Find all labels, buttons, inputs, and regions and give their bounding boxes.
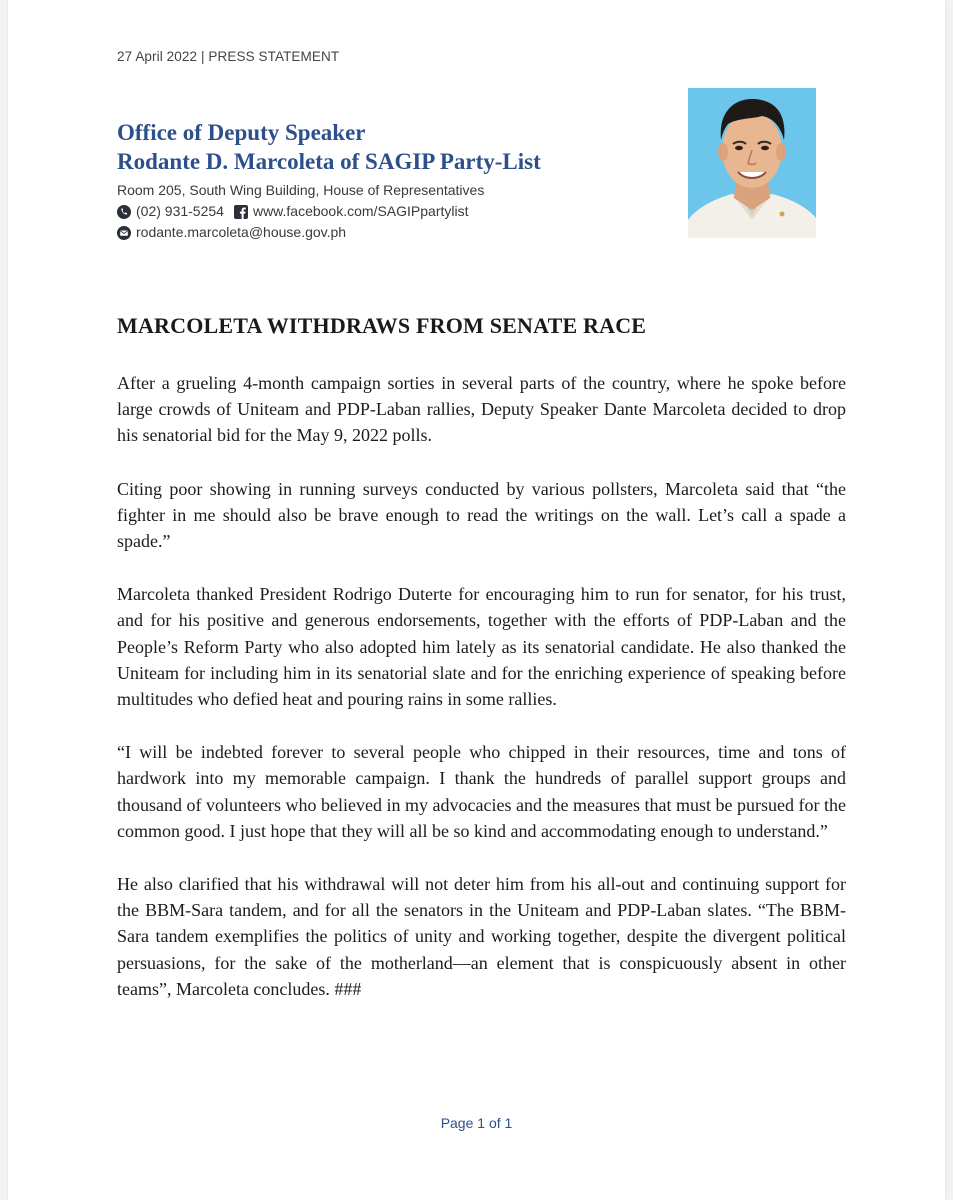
paragraph: Citing poor showing in running surveys conducted by various pollsters, Marcoleta said that “the fighter in me should also be brave enough to read the writings on the wall. Let’s call a spade a spade.”: [117, 478, 846, 552]
document-page: [8, 0, 945, 1200]
dateline: 27 April 2022 | PRESS STATEMENT: [117, 49, 340, 64]
address-row: [117, 180, 484, 201]
phone-icon: [117, 205, 131, 219]
facebook-icon: [234, 205, 248, 219]
article-body: [117, 370, 846, 1029]
contact-block: [117, 180, 484, 243]
email-row: [117, 222, 484, 243]
portrait-photo: [688, 88, 816, 238]
office-title: [117, 118, 541, 176]
headline: MARCOLETA WITHDRAWS FROM SENATE RACE: [117, 313, 647, 338]
facebook-link[interactable]: www.facebook.com/SAGIPpartylist: [252, 203, 469, 219]
address-text: Room 205, South Wing Building, House of Representatives: [117, 182, 485, 198]
email-link[interactable]: rodante.marcoleta@house.gov.ph: [136, 224, 347, 240]
paragraph: He also clarified that his withdrawal will not deter him from his all-out and continuing support for the BBM-Sara tandem, and for all the senators in the Uniteam and PDP-Laban slates. “The BBM-Sara tandem exemplifies the politics of unity and working together, despite the divergent political persuasions, for the sake of the motherland—an element that is conspicuously absent in other teams”, Marcoleta concludes. ###: [117, 874, 846, 999]
office-title-line2: Rodante D. Marcoleta of SAGIP Party-List: [117, 149, 541, 174]
page-number: Page 1 of 1: [440, 1115, 513, 1131]
office-title-line1: Office of Deputy Speaker: [117, 120, 366, 145]
paragraph: Marcoleta thanked President Rodrigo Duterte for encouraging him to run for senator, for his trust, and for his positive and generous endorsements, together with the efforts of PDP-Laban and the People’s Reform Party who also adopted him lately as its senatorial candidate. He also thanked the Uniteam for including him in its senatorial slate and for the enriching experience of speaking before multitudes who defied heat and pouring rains in some rallies.: [117, 584, 846, 710]
email-icon: [117, 226, 131, 240]
phone-text: (02) 931-5254: [136, 203, 224, 219]
phone-facebook-row: [117, 201, 484, 222]
portrait-illustration: [688, 88, 816, 238]
paragraph: After a grueling 4-month campaign sorties in several parts of the country, where he spoke before large crowds of Uniteam and PDP-Laban rallies, Deputy Speaker Dante Marcoleta decided to drop his senatorial bid for the May 9, 2022 polls.: [117, 373, 846, 446]
paragraph: “I will be indebted forever to several people who chipped in their resources, time and tons of hardwork into my memorable campaign. I thank the hundreds of parallel support groups and thousand of volunteers who believed in my advocacies and the measures that must be pursued for the common good. I just hope that they will all be so kind and accommodating enough to understand.”: [117, 742, 846, 841]
